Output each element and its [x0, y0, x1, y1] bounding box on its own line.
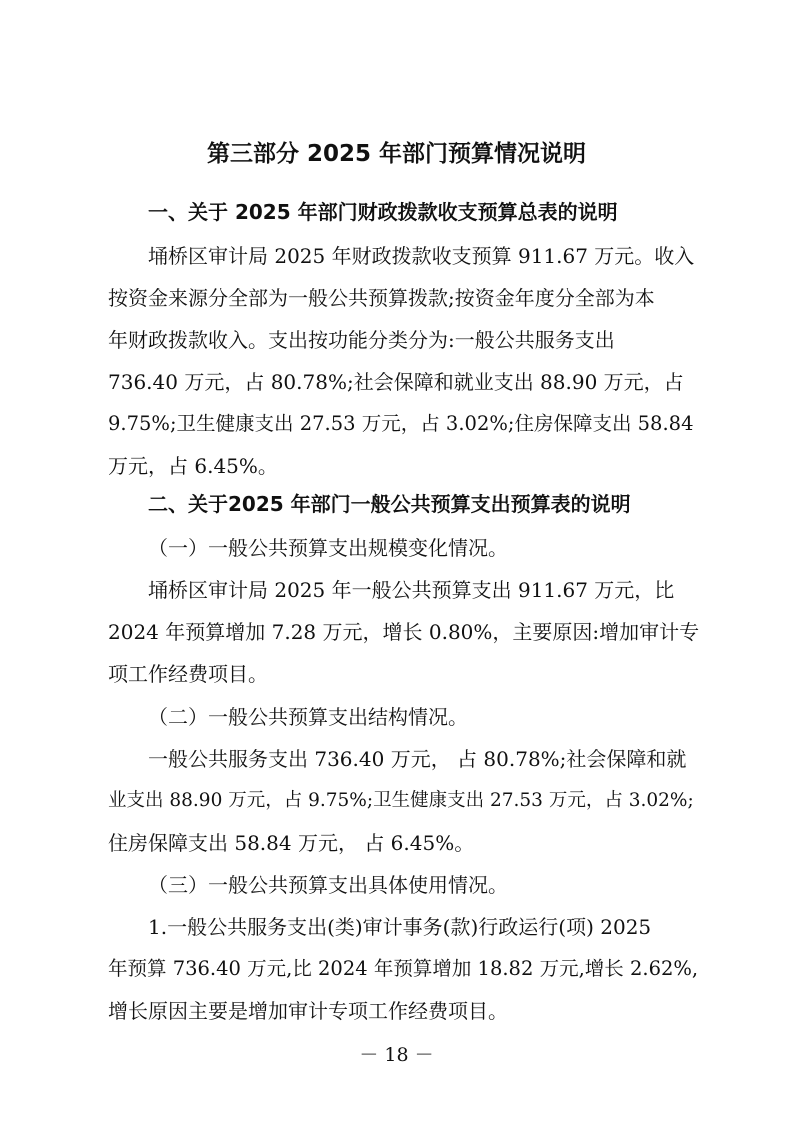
subsection2-line: 一般公共服务支出 736.40 万元， 占 80.78%;社会保障和就 [148, 747, 687, 771]
section1-line: 万元，占 6.45%。 [108, 454, 278, 478]
section1-line: 736.40 万元，占 80.78%;社会保障和就业支出 88.90 万元，占 [108, 370, 684, 394]
subsection3-line: 年预算 736.40 万元,比 2024 年预算增加 18.82 万元,增长 2.62%, [108, 957, 699, 980]
page-number: － 18 － [359, 1044, 434, 1066]
subsection1-line: 项工作经费项目。 [108, 662, 268, 686]
section2-heading: 二、关于2025 年部门一般公共预算支出预算表的说明 [148, 492, 631, 516]
subsection2-line: 业支出 88.90 万元，占 9.75%;卫生健康支出 27.53 万元，占 3.02%; [108, 790, 694, 811]
section1-line: 按资金来源分全部为一般公共预算拨款;按资金年度分全部为本 [108, 286, 655, 310]
section1-line: 9.75%;卫生健康支出 27.53 万元，占 3.02%;住房保障支出 58.84 [108, 412, 694, 435]
subsection3-line: 1.一般公共服务支出(类)审计事务(款)行政运行(项) 2025 [148, 915, 652, 939]
subsection1-line: 2024 年预算增加 7.28 万元，增长 0.80%，主要原因:增加审计专 [108, 620, 700, 644]
section1-line: 埇桥区审计局 2025 年财政拨款收支预算 911.67 万元。收入 [148, 244, 695, 268]
subsection1-line: 埇桥区审计局 2025 年一般公共预算支出 911.67 万元，比 [148, 578, 675, 602]
subsection3-line: 增长原因主要是增加审计专项工作经费项目。 [108, 999, 508, 1023]
subsection1-heading: （一）一般公共预算支出规模变化情况。 [148, 536, 508, 560]
section1-heading: 一、关于 2025 年部门财政拨款收支预算总表的说明 [148, 200, 618, 224]
subsection3-heading: （三）一般公共预算支出具体使用情况。 [148, 873, 508, 897]
section1-line: 年财政拨款收入。支出按功能分类分为:一般公共服务支出 [108, 328, 615, 352]
subsection2-line: 住房保障支出 58.84 万元， 占 6.45%。 [108, 831, 475, 855]
subsection2-heading: （二）一般公共预算支出结构情况。 [148, 705, 468, 729]
page-title: 第三部分 2025 年部门预算情况说明 [206, 141, 587, 167]
